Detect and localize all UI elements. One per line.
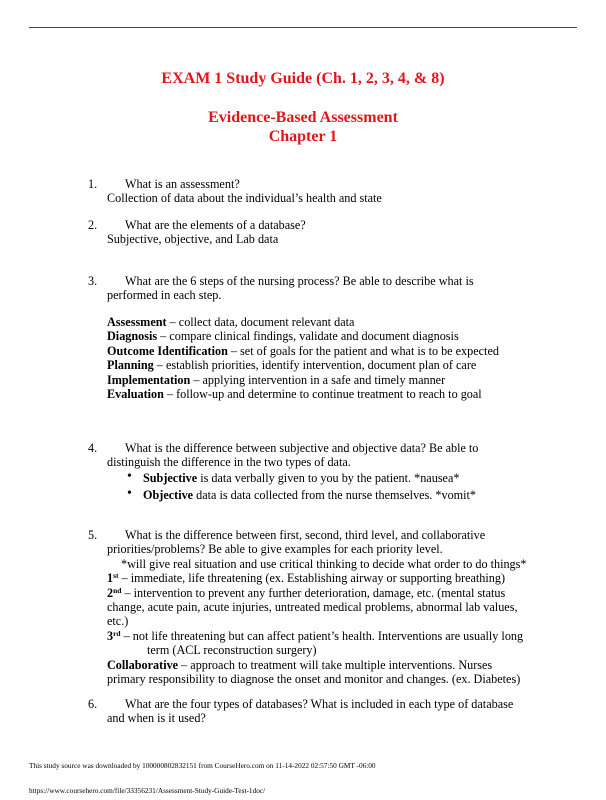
step-diagnosis: Diagnosis – compare clinical findings, validate and document diagnosis (107, 329, 459, 344)
bullet-objective: • Objective data is data collected from the nurse themselves. *vomit* (107, 488, 507, 505)
question-6-text-line1: What are the four types of databases? What is included in each type of database (125, 697, 514, 711)
question-2-text: What are the elements of a database? (125, 218, 306, 232)
question-1-text: What is an assessment? (125, 177, 240, 191)
question-6 (107, 697, 527, 726)
question-3-text-line2: performed in each step. (107, 288, 222, 303)
question-1-answer: Collection of data about the individual’s health and state (107, 191, 382, 206)
question-1 (107, 177, 507, 206)
top-rule (29, 27, 577, 28)
priority-third-line2: term (ACL reconstruction surgery) (147, 643, 317, 658)
question-5-text-line2: priorities/problems? Be able to give examples for each priority level. (107, 542, 443, 557)
download-note: This study source was downloaded by 100000802832151 from CourseHero.com on 11-14-2022 02:57:50 GMT -06:00 (29, 761, 376, 770)
priority-collaborative-line2: primary responsibility to diagnose the onset and monitor and changes. (ex. Diabetes) (107, 672, 521, 687)
step-evaluation: Evaluation – follow-up and determine to continue treatment to reach to goal (107, 387, 482, 402)
question-5-text-line1: What is the difference between first, second, third level, and collaborative (125, 528, 486, 542)
question-3-number: 3. (88, 274, 98, 288)
data-types-list (107, 471, 507, 505)
priority-second: 2nd – intervention to prevent any further deterioration, damage, etc. (mental status (107, 585, 506, 600)
section-title: Evidence-Based Assessment (208, 109, 398, 126)
step-planning: Planning – establish priorities, identify intervention, document plan of care (107, 358, 477, 373)
question-1-number: 1. (88, 177, 98, 191)
step-outcome-identification: Outcome Identification – set of goals for the patient and what is to be expected (107, 343, 499, 358)
chapter-title: Chapter 1 (268, 128, 338, 145)
question-6-text-line2: and when is it used? (107, 711, 206, 726)
question-5-note: *will give real situation and use critical thinking to decide what order to do things* (121, 556, 527, 571)
question-2 (107, 218, 507, 247)
question-5-number: 5. (88, 528, 98, 542)
priority-collaborative: Collaborative – approach to treatment will take multiple interventions. Nurses (107, 657, 493, 672)
question-3-text-line1: What are the 6 steps of the nursing process? Be able to describe what is (125, 274, 474, 288)
question-2-answer: Subjective, objective, and Lab data (107, 232, 279, 247)
step-assessment: Assessment – collect data, document relevant data (107, 315, 355, 329)
nursing-process-steps (107, 315, 507, 401)
question-2-number: 2. (88, 218, 98, 232)
question-4-text-line2: distinguish the difference in the two types of data. (107, 455, 351, 470)
question-4-text-line1: What is the difference between subjective and objective data? Be able to (125, 441, 479, 455)
priority-first: 1st – immediate, life threatening (ex. Establishing airway or supporting breathing) (107, 571, 506, 586)
priority-third: 3rd – not life threatening but can affect patient’s health. Interventions are usually long (107, 628, 524, 643)
step-implementation: Implementation – applying intervention in a safe and timely manner (107, 372, 446, 387)
bullet-subjective: • Subjective is data verbally given to you by the patient. *nausea* (107, 471, 507, 488)
source-url[interactable]: https://www.coursehero.com/file/33356231/Assessment-Study-Guide-Test-1doc/ (29, 786, 266, 795)
question-6-number: 6. (88, 697, 98, 711)
question-4 (107, 441, 507, 470)
question-4-number: 4. (88, 441, 98, 455)
priority-second-line2: change, acute pain, acute injuries, untreated medical problems, abnormal lab values, (107, 600, 518, 615)
priority-second-line3: etc.) (107, 614, 129, 629)
page-title: EXAM 1 Study Guide (Ch. 1, 2, 3, 4, & 8) (161, 70, 445, 87)
question-3 (107, 274, 507, 303)
question-5 (107, 528, 527, 686)
